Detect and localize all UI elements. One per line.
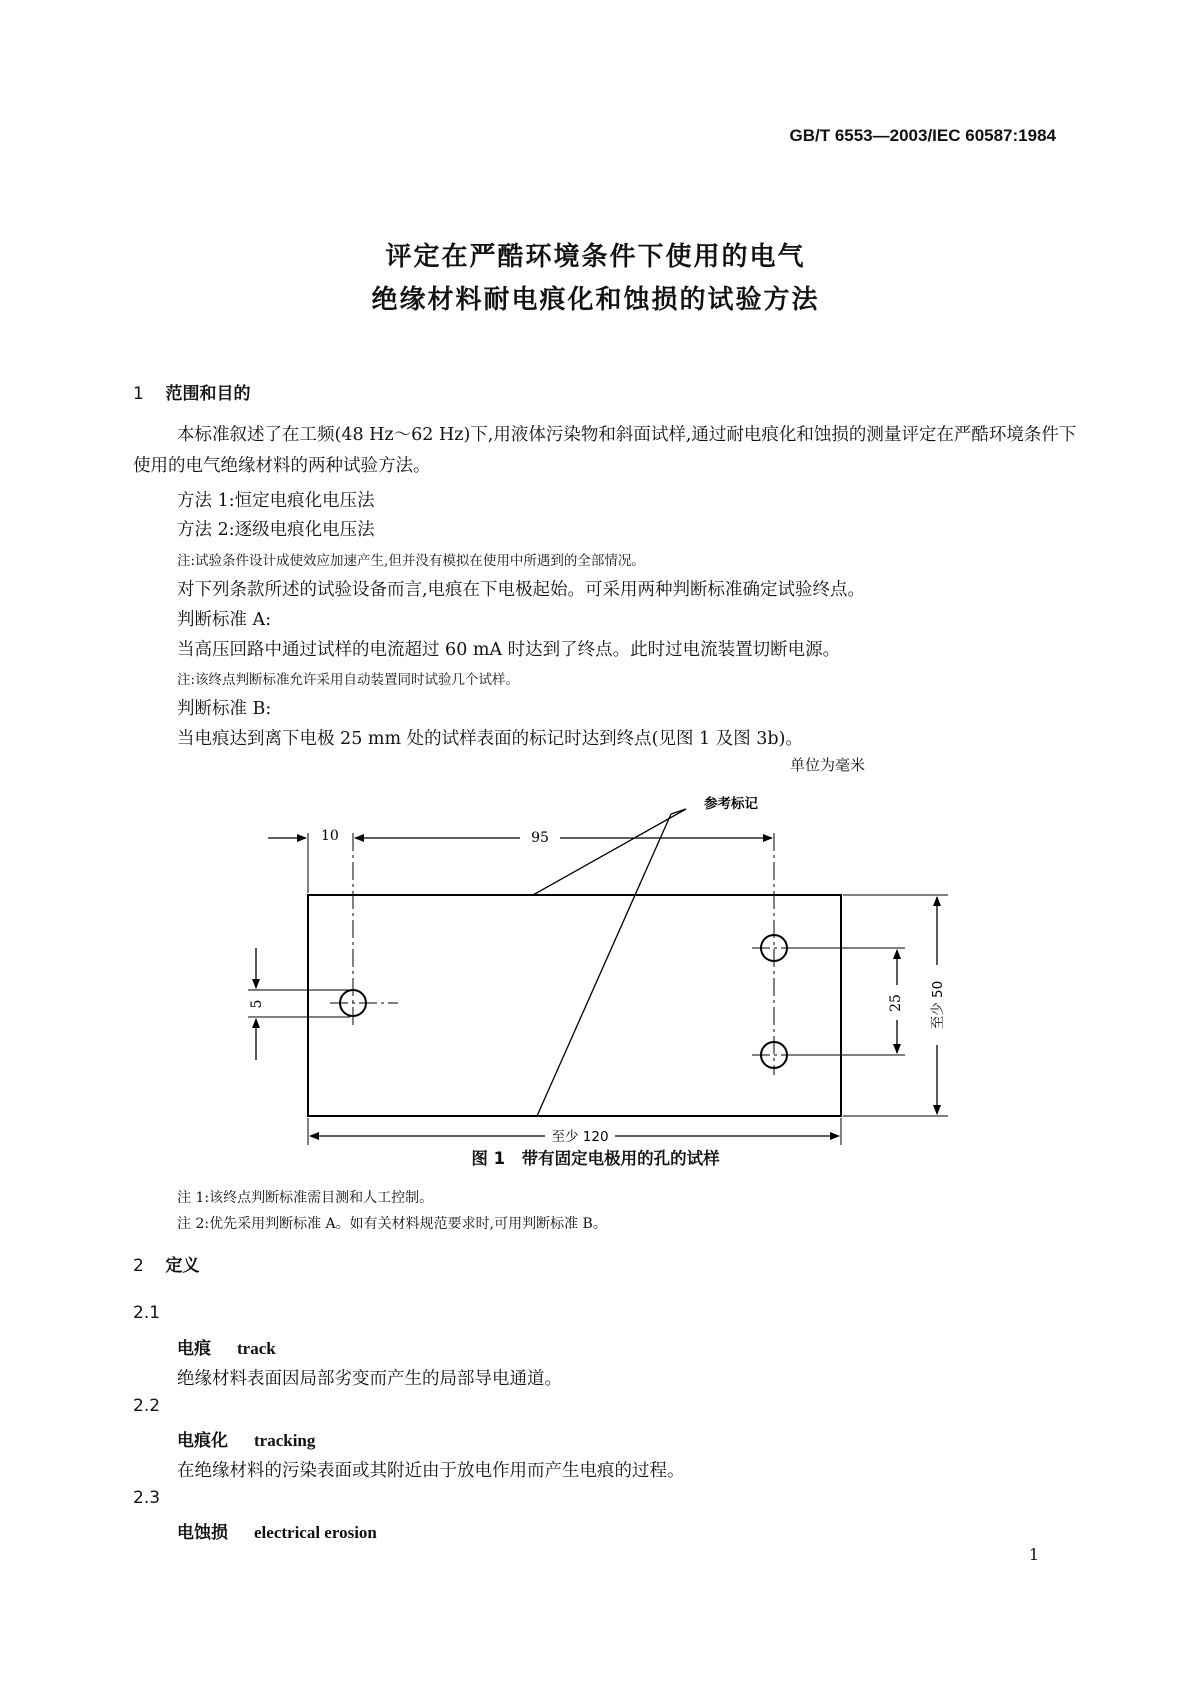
specimen-outline — [308, 895, 841, 1116]
figure-note-2: 注 2:优先采用判断标准 A。如有关材料规范要求时,可用判断标准 B。 — [177, 1216, 607, 1232]
clause-2-3-number: 2.3 — [133, 1488, 161, 1508]
method-2: 方法 2:逐级电痕化电压法 — [177, 520, 375, 540]
unit-note: 单位为毫米 — [790, 756, 866, 774]
dim-120-label: 至少 120 — [551, 1129, 609, 1145]
term-en: track — [237, 1339, 276, 1358]
criterion-b-label: 判断标准 B: — [177, 699, 272, 719]
criterion-a-text: 当高压回路中通过试样的电流超过 60 mA 时达到了终点。此时过电流装置切断电源。 — [177, 640, 841, 660]
intro-paragraph: 本标准叙述了在工频(48 Hz～62 Hz)下,用液体污染物和斜面试样,通过耐电痕化和蚀损的测量评定在严酷环境条件下使用的电气绝缘材料的两种试验方法。 — [133, 425, 1077, 476]
dim-5-label: 5 — [249, 999, 265, 1009]
term-zh: 电痕 — [177, 1339, 211, 1359]
term-en: electrical erosion — [254, 1523, 377, 1542]
term-zh: 电痕化 — [177, 1431, 228, 1451]
figure-note-1: 注 1:该终点判断标准需目测和人工控制。 — [177, 1190, 434, 1206]
criterion-b-text: 当电痕达到离下电极 25 mm 处的试样表面的标记时达到终点(见图 1 及图 3b)。 — [177, 729, 803, 749]
term-en: tracking — [254, 1431, 316, 1450]
section-title: 范围和目的 — [165, 384, 251, 404]
criterion-a-label: 判断标准 A: — [177, 610, 272, 630]
term-zh: 电蚀损 — [177, 1523, 228, 1543]
section-number: 2 — [133, 1256, 144, 1276]
section-title: 定义 — [165, 1256, 200, 1276]
note-test-conditions: 注:试验条件设计成使效应加速产生,但并没有模拟在使用中所遇到的全部情况。 — [177, 553, 645, 569]
section-2-heading — [133, 1251, 199, 1276]
term-2-1 — [177, 1334, 276, 1359]
method-1: 方法 1:恒定电痕化电压法 — [177, 491, 375, 511]
standard-number: GB/T 6553—2003/IEC 60587:1984 — [789, 126, 1056, 145]
title-line-1: 评定在严酷环境条件下使用的电气 — [385, 242, 806, 272]
figure-1-caption: 图 1 带有固定电极用的孔的试样 — [471, 1149, 720, 1168]
term-2-3 — [177, 1518, 377, 1543]
reference-mark-leader — [533, 809, 686, 895]
note-criterion-a: 注:该终点判断标准允许采用自动装置同时试验几个试样。 — [177, 672, 520, 688]
term-2-2 — [177, 1426, 315, 1451]
reference-mark-label: 参考标记 — [704, 796, 758, 812]
title-line-2: 绝缘材料耐电痕化和蚀损的试验方法 — [371, 285, 820, 315]
reference-mark-line — [537, 814, 671, 1116]
dim-25-label: 25 — [888, 994, 904, 1012]
clause-2-2-number: 2.2 — [133, 1396, 161, 1416]
clause-2-1-number: 2.1 — [133, 1303, 161, 1323]
definition-2-2: 在绝缘材料的污染表面或其附近由于放电作用而产生电痕的过程。 — [177, 1461, 685, 1481]
dim-50-label: 至少 50 — [930, 980, 946, 1030]
dim-10-label: 10 — [321, 828, 339, 844]
dim-95-label: 95 — [531, 830, 549, 846]
page-number: 1 — [1028, 1545, 1039, 1564]
section-number: 1 — [133, 384, 144, 404]
definition-2-1: 绝缘材料表面因局部劣变而产生的局部导电通道。 — [177, 1369, 562, 1389]
paragraph-criteria: 对下列条款所述的试验设备而言,电痕在下电极起始。可采用两种判断标准确定试验终点。 — [177, 580, 866, 600]
